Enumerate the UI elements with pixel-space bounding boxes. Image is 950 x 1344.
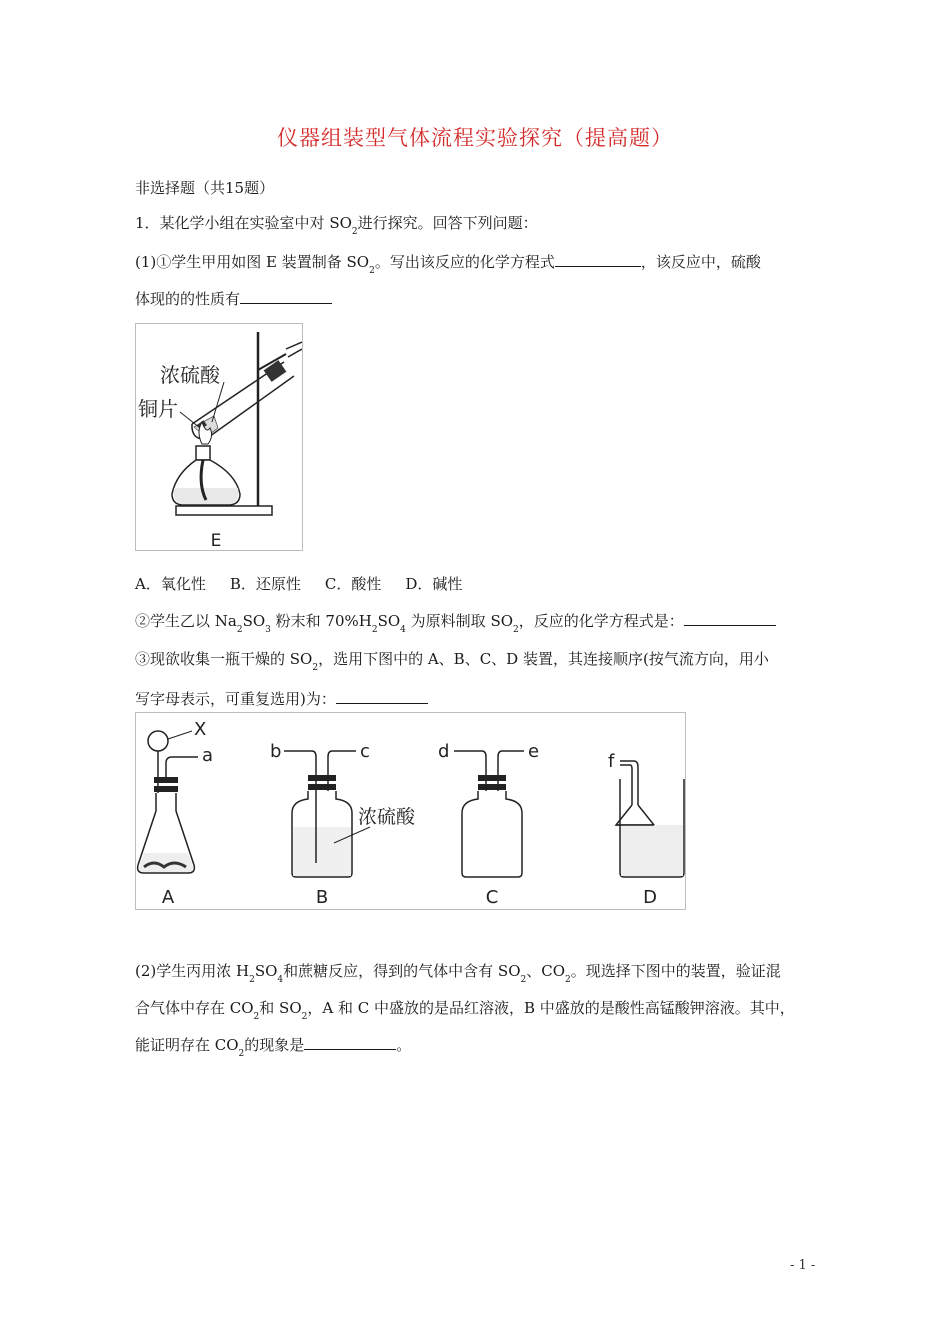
figure-e: [135, 323, 303, 551]
label-b: b: [270, 741, 282, 762]
figure-e-caption: E: [210, 531, 222, 550]
question-1-part-1: (1)①学生甲用如图 E 装置制备 $SO_2$。写出该反应的化学方程式 ，该反应中，硫酸: [135, 253, 761, 276]
label-e: e: [528, 741, 540, 762]
question-1-part-2: ②学生乙以 $Na_2SO_3$ 粉末和 $70\%H_2SO_4$ 为原料制取 $SO_2$，反应的化学方程式是：: [135, 610, 776, 640]
answer-blank-phenomenon[interactable]: [304, 1034, 396, 1050]
answer-blank-equation[interactable]: [555, 251, 641, 267]
option-a[interactable]: A．氧化性: [135, 575, 206, 593]
label-a: a: [202, 745, 214, 766]
page-title: 仪器组装型气体流程实验探究（提高题）: [277, 126, 673, 150]
question-1-intro: 1．某化学小组在实验室中对 $SO_2$进行探究。回答下列问题：: [135, 214, 538, 237]
caption-d: D: [643, 887, 657, 908]
label-c: c: [360, 741, 370, 762]
caption-a: A: [161, 887, 175, 908]
figure-abcd: [135, 712, 686, 910]
answer-blank-order[interactable]: [336, 688, 428, 704]
apparatus-e-drawing: [136, 324, 302, 550]
question-1-part-4: (2)学生丙用浓 $H_2SO_4$和蔗糖反应，得到的气体中含有 $SO_2$、$CO_2$。现选择下图中的装置，验证混: [135, 962, 781, 985]
answer-blank-equation-2[interactable]: [684, 610, 776, 626]
label-copper-sheet: 铜片: [138, 397, 178, 421]
answer-options: [135, 574, 462, 594]
question-1-part-3: ③现欲收集一瓶干燥的 $SO_2$，选用下图中的 A、B、C、D 装置，其连接顺序(按气流方向，用小: [135, 650, 769, 673]
question-1-part-3-line-2: 写字母表示，可重复选用)为：: [135, 688, 428, 709]
label-concentrated-sulfuric-acid: 浓硫酸: [160, 363, 220, 387]
option-c[interactable]: C．酸性: [324, 575, 382, 593]
option-d[interactable]: D．碱性: [405, 575, 463, 593]
label-x: X: [194, 719, 207, 740]
apparatus-c: [438, 741, 539, 908]
answer-blank-property[interactable]: [240, 288, 332, 304]
page-number: - 1 -: [790, 1258, 816, 1273]
apparatus-b: [270, 741, 416, 908]
question-1-part-4-line-2: 合气体中存在 $CO_2$和 $SO_2$，A 和 C 中盛放的是品红溶液，B 中盛放的是酸性高锰酸钾溶液。其中，: [135, 999, 795, 1022]
label-concentrated-sulfuric-acid-b: 浓硫酸: [358, 806, 416, 828]
apparatus-abcd-drawing: [136, 713, 685, 909]
option-b[interactable]: B．还原性: [229, 575, 301, 593]
question-1-part-1-line-2: 体现的的性质有: [135, 288, 332, 309]
apparatus-a: [138, 719, 213, 908]
question-1-part-4-line-3: 能证明存在 $CO_2$的现象是 。: [135, 1036, 412, 1059]
caption-c: C: [485, 887, 499, 908]
caption-b: B: [315, 887, 329, 908]
label-d: d: [438, 741, 450, 762]
apparatus-d: [608, 751, 684, 908]
section-header: 非选择题（共15题）: [135, 179, 275, 197]
label-f: f: [608, 751, 615, 772]
